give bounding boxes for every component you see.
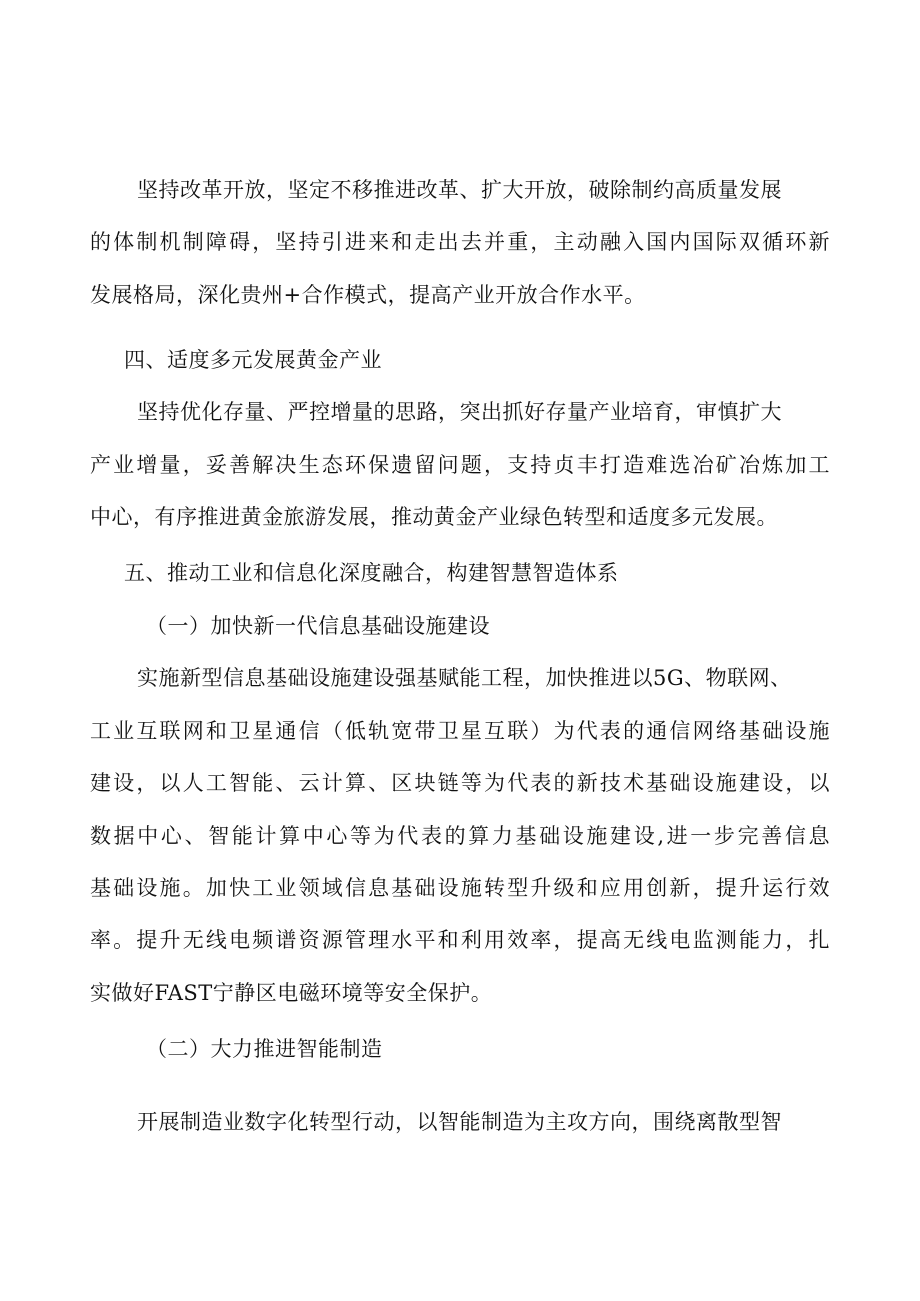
section-heading-5: 五、推动工业和信息化深度融合，构建智慧智造体系 [124, 561, 619, 585]
paragraph-1-line-2: 的体制机制障碍，坚持引进来和走出去并重，主动融入国内国际双循环新 [90, 230, 830, 254]
paragraph-2-line-3: 中心，有序推进黄金旅游发展，推动黄金产业绿色转型和适度多元发展。 [90, 505, 778, 529]
paragraph-3-line-1: 实施新型信息基础设施建设强基赋能工程，加快推进以5G、物联网、 [137, 666, 792, 690]
paragraph-1-line-3: 发展格局，深化贵州+合作模式，提高产业开放合作水平。 [90, 283, 646, 307]
subheading-2: （二）大力推进智能制造 [146, 1037, 383, 1061]
paragraph-3-line-2: 工业互联网和卫星通信（低轨宽带卫星互联）为代表的通信网络基础设施 [90, 719, 830, 743]
paragraph-2-line-2: 产业增量，妥善解决生态环保遗留问题，支持贞丰打造难选冶矿冶炼加工 [90, 453, 830, 477]
paragraph-3-line-6: 率。提升无线电频谱资源管理水平和利用效率，提高无线电监测能力，扎 [90, 928, 830, 952]
paragraph-3-line-7: 实做好FAST宁静区电磁环境等安全保护。 [90, 981, 493, 1005]
subheading-1: （一）加快新一代信息基础设施建设 [146, 614, 490, 638]
paragraph-3-line-5: 基础设施。加快工业领域信息基础设施转型升级和应用创新，提升运行效 [90, 876, 830, 900]
paragraph-1-line-1: 坚持改革开放，坚定不移推进改革、扩大开放，破除制约高质量发展 [137, 178, 782, 202]
paragraph-3-line-3: 建设，以人工智能、云计算、区块链等为代表的新技术基础设施建设，以 [90, 771, 830, 795]
section-heading-4: 四、适度多元发展黄金产业 [124, 348, 382, 372]
paragraph-3-line-4: 数据中心、智能计算中心等为代表的算力基础设施建设,进一步完善信息 [90, 824, 830, 848]
paragraph-4-line-1: 开展制造业数字化转型行动，以智能制造为主攻方向，围绕离散型智 [137, 1110, 782, 1134]
paragraph-2-line-1: 坚持优化存量、严控增量的思路，突出抓好存量产业培育，审慎扩大 [137, 400, 782, 424]
